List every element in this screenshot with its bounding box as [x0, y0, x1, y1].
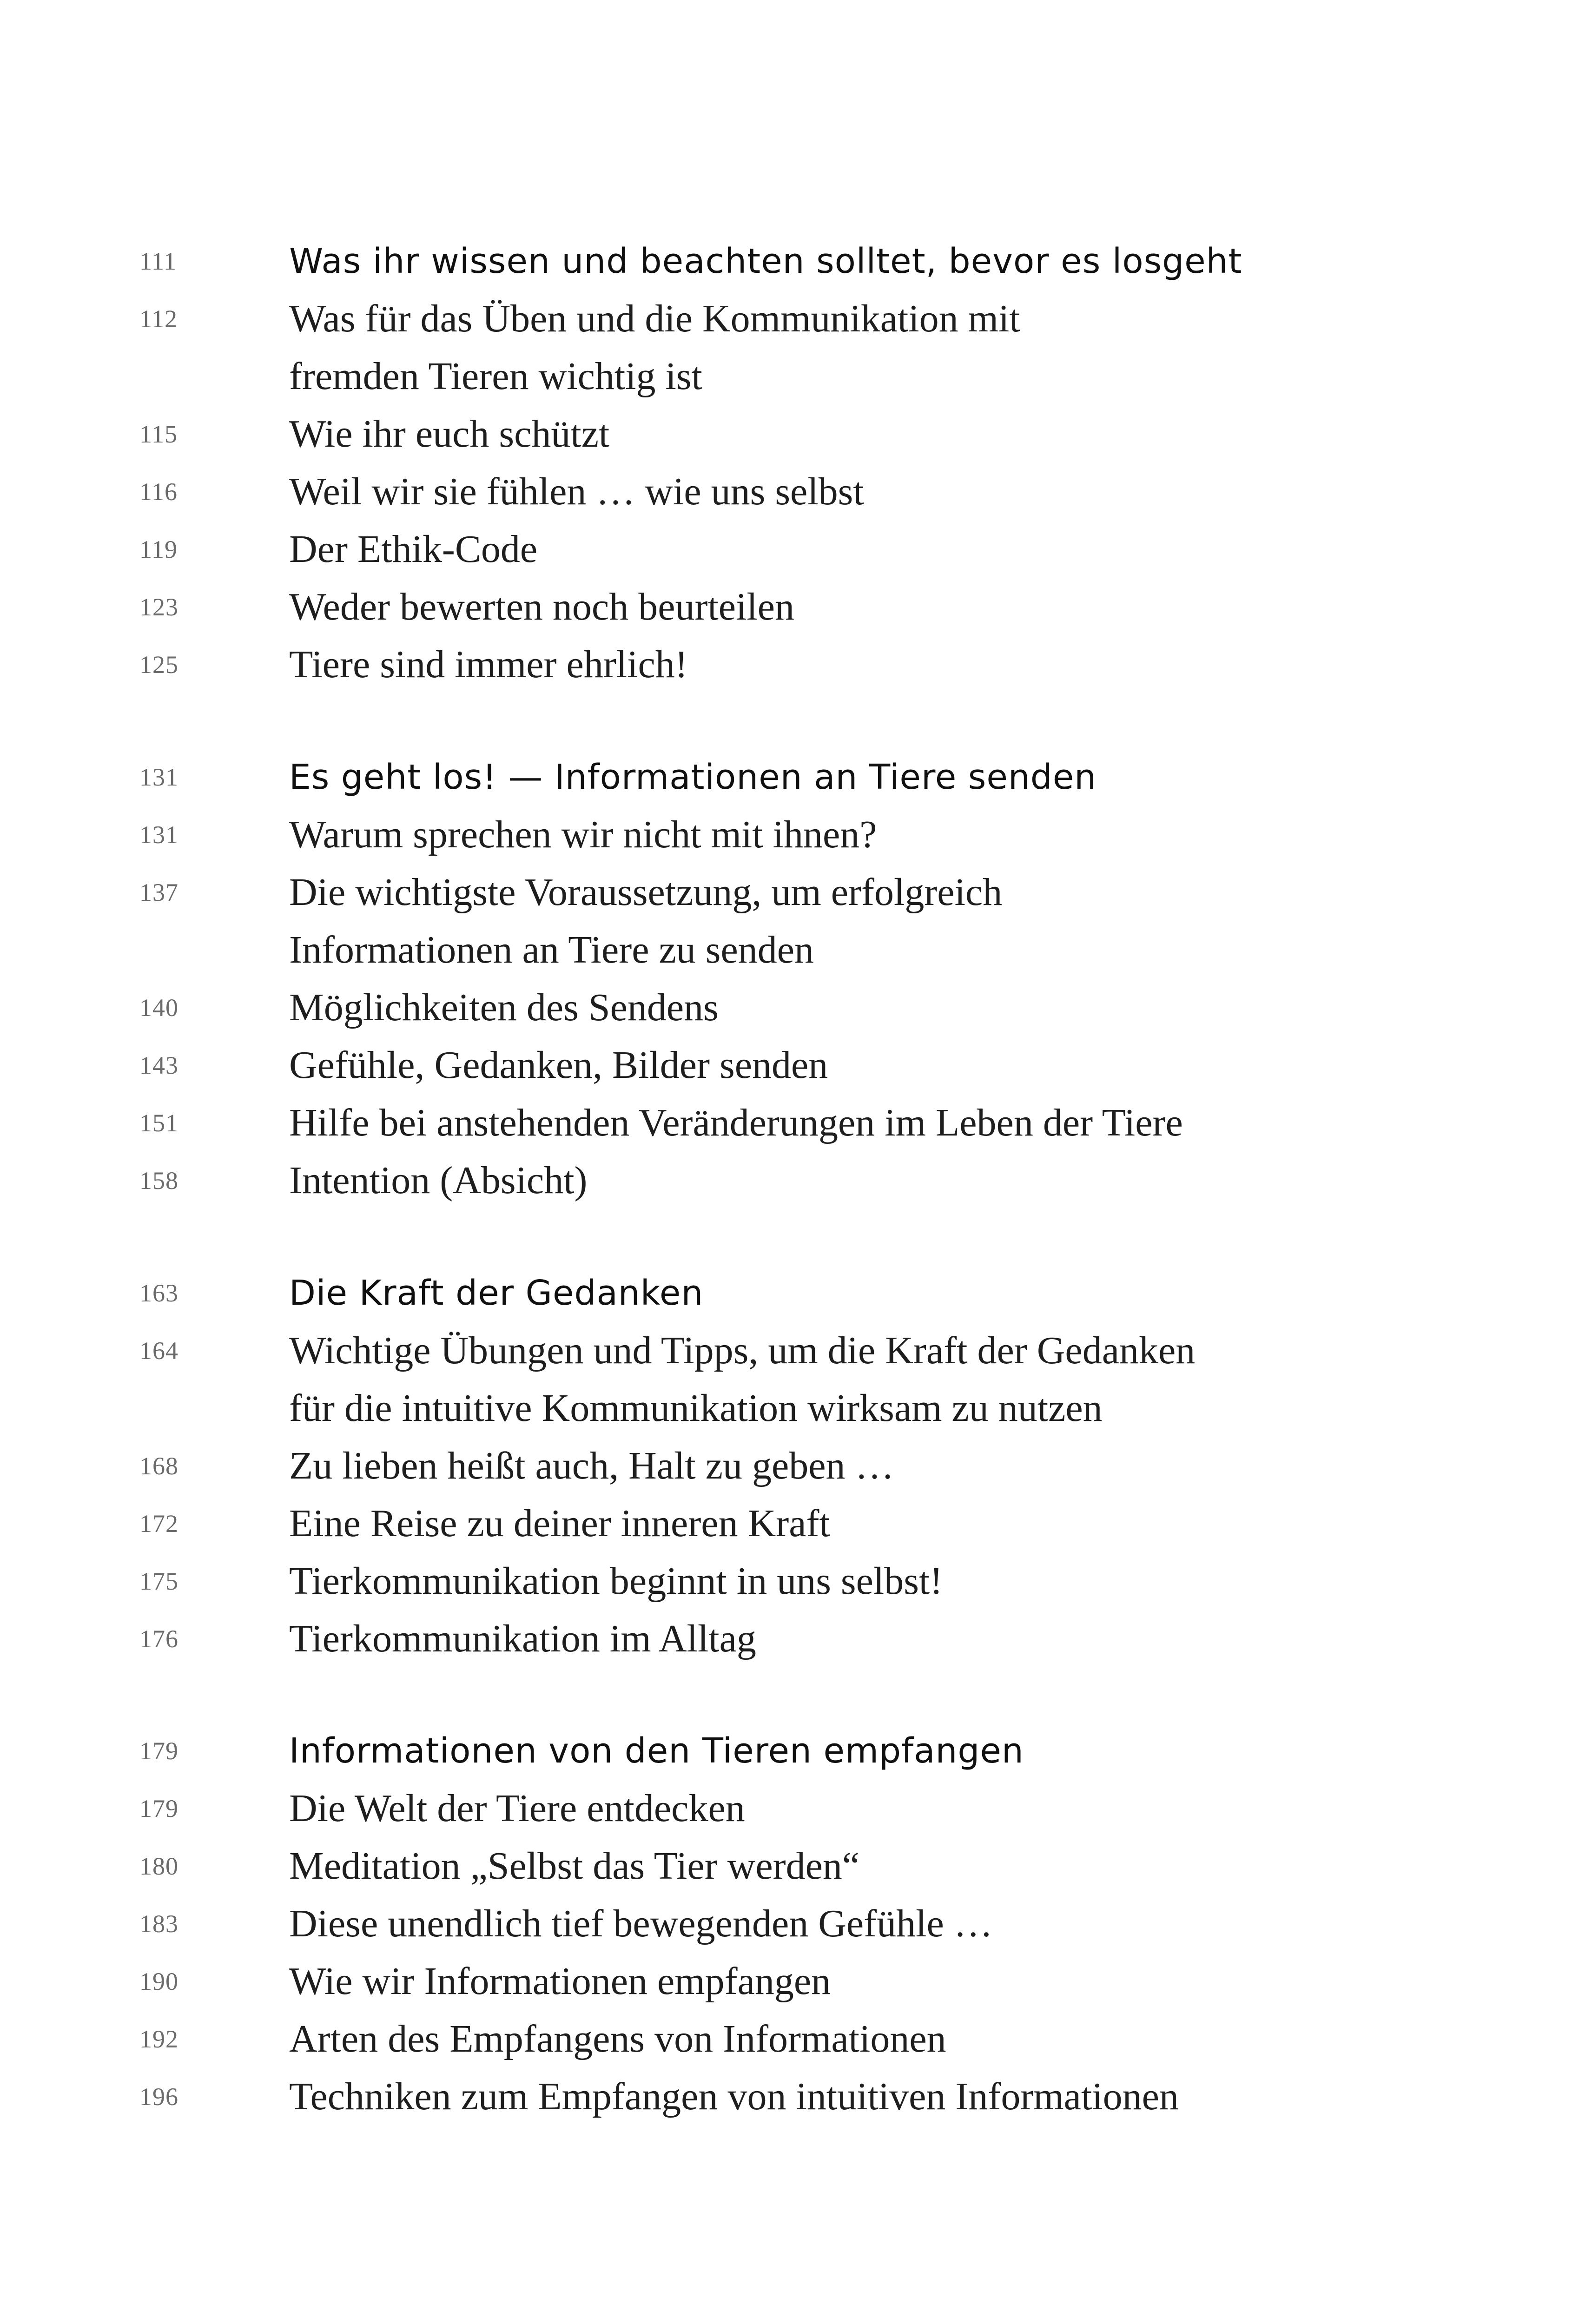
toc-section [0, 1722, 1592, 2126]
page-number: 179 [139, 1737, 178, 1765]
entry-title: Die Welt der Tiere entdecken [289, 1787, 745, 1830]
entry-title-continued: Informationen an Tiere zu senden [289, 928, 814, 971]
toc-entry-continuation [0, 348, 1592, 405]
toc-entry [0, 1610, 1592, 1668]
section-heading [0, 1722, 1592, 1780]
toc-entry [0, 2010, 1592, 2068]
page-number: 131 [139, 763, 178, 791]
toc-entry [0, 2068, 1592, 2126]
page-number: 179 [139, 1795, 178, 1822]
toc-entry [0, 405, 1592, 463]
section-title: Was ihr wissen und beachten solltet, bevor es losgeht [289, 241, 1242, 281]
entry-title: Was für das Üben und die Kommunikation mit [289, 297, 1020, 340]
toc-entry [0, 463, 1592, 521]
page-number: 180 [139, 1852, 178, 1880]
entry-title: Eine Reise zu deiner inneren Kraft [289, 1502, 830, 1545]
entry-title: Die wichtigste Voraussetzung, um erfolgreich [289, 871, 1003, 914]
page-number: 111 [139, 247, 177, 275]
section-heading [0, 232, 1592, 290]
page-number: 192 [139, 2025, 178, 2053]
page-number: 196 [139, 2083, 178, 2111]
entry-title: Hilfe bei anstehenden Veränderungen im Leben der Tiere [289, 1101, 1183, 1144]
toc-section [0, 232, 1592, 693]
toc-entry [0, 1495, 1592, 1552]
page-number: 176 [139, 1625, 178, 1653]
entry-title: Gefühle, Gedanken, Bilder senden [289, 1043, 828, 1087]
entry-title: Warum sprechen wir nicht mit ihnen? [289, 813, 877, 856]
entry-title: Zu lieben heißt auch, Halt zu geben … [289, 1444, 894, 1487]
entry-title: Tierkommunikation im Alltag [289, 1617, 756, 1660]
entry-title: Arten des Empfangens von Informationen [289, 2017, 946, 2060]
toc-section [0, 748, 1592, 1209]
page-number: 115 [139, 420, 178, 448]
page-number: 183 [139, 1910, 178, 1938]
toc-section [0, 1264, 1592, 1668]
toc-entry [0, 1953, 1592, 2010]
page-number: 151 [139, 1109, 178, 1137]
section-title: Informationen von den Tieren empfangen [289, 1731, 1024, 1771]
entry-title: Tiere sind immer ehrlich! [289, 643, 688, 686]
page-number: 123 [139, 593, 178, 621]
toc-entry [0, 578, 1592, 636]
toc-entry-continuation [0, 921, 1592, 979]
page-number: 175 [139, 1567, 178, 1595]
entry-title-continued: fremden Tieren wichtig ist [289, 355, 702, 398]
toc-entry [0, 806, 1592, 864]
entry-title: Der Ethik-Code [289, 528, 538, 571]
page-number: 143 [139, 1051, 178, 1079]
page-number: 116 [139, 478, 178, 506]
toc-entry [0, 1437, 1592, 1495]
section-heading [0, 1264, 1592, 1322]
toc-entry-continuation [0, 1380, 1592, 1437]
toc-entry [0, 1895, 1592, 1953]
entry-title: Wichtige Übungen und Tipps, um die Kraft der Gedanken [289, 1329, 1196, 1372]
toc-entry [0, 864, 1592, 921]
entry-title: Tierkommunikation beginnt in uns selbst! [289, 1559, 943, 1603]
toc-entry [0, 1780, 1592, 1837]
page-number: 164 [139, 1337, 178, 1365]
section-title: Die Kraft der Gedanken [289, 1273, 704, 1313]
page-number: 158 [139, 1167, 178, 1195]
page-number: 190 [139, 1967, 178, 1995]
toc-entry [0, 521, 1592, 578]
toc-entry [0, 636, 1592, 693]
page-number: 119 [139, 535, 178, 563]
entry-title: Weil wir sie fühlen … wie uns selbst [289, 470, 864, 513]
entry-title: Techniken zum Empfangen von intuitiven Informationen [289, 2075, 1179, 2118]
toc-entry [0, 1094, 1592, 1152]
page-number: 112 [139, 305, 178, 333]
entry-title: Meditation „Selbst das Tier werden“ [289, 1844, 860, 1888]
toc-entry [0, 1152, 1592, 1209]
page-number: 140 [139, 994, 178, 1022]
toc-entry [0, 1552, 1592, 1610]
entry-title: Möglichkeiten des Sendens [289, 986, 719, 1029]
section-title: Es geht los! — Informationen an Tiere senden [289, 757, 1097, 797]
entry-title: Wie wir Informationen empfangen [289, 1960, 831, 2003]
toc-entry [0, 290, 1592, 348]
entry-title: Wie ihr euch schützt [289, 412, 610, 456]
page-number: 125 [139, 651, 178, 679]
page-number: 172 [139, 1510, 178, 1538]
page-number: 168 [139, 1452, 178, 1480]
toc-entry [0, 1322, 1592, 1380]
page-number: 163 [139, 1279, 178, 1307]
entry-title: Intention (Absicht) [289, 1159, 588, 1202]
page-number: 131 [139, 821, 178, 849]
toc-entry [0, 1037, 1592, 1094]
entry-title-continued: für die intuitive Kommunikation wirksam zu nutzen [289, 1386, 1103, 1430]
entry-title: Diese unendlich tief bewegenden Gefühle … [289, 1902, 993, 1945]
page-number: 137 [139, 878, 178, 906]
toc-entry [0, 1837, 1592, 1895]
section-heading [0, 748, 1592, 806]
toc-entry [0, 979, 1592, 1037]
entry-title: Weder bewerten noch beurteilen [289, 585, 795, 628]
